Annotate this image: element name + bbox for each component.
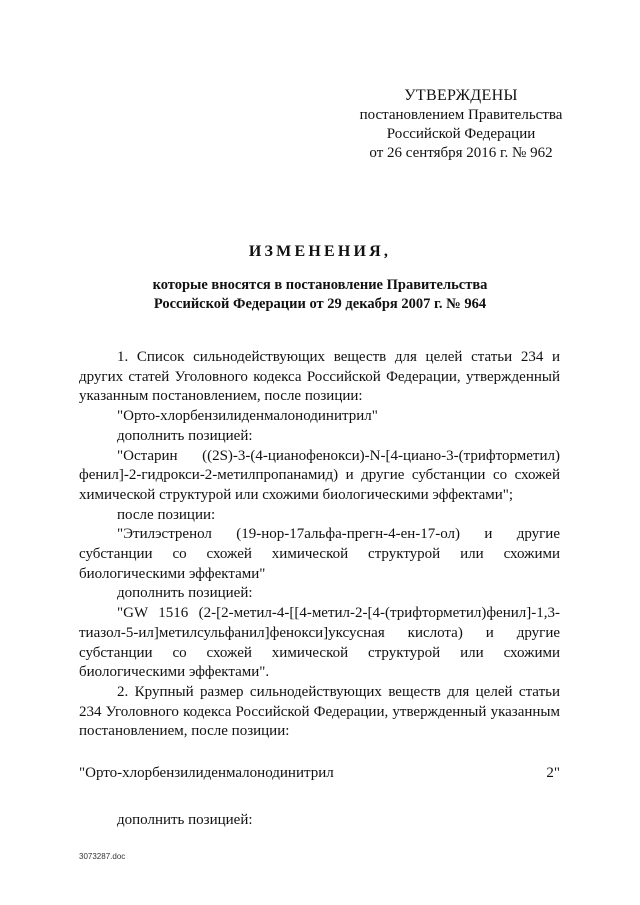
- approval-line-1: постановлением Правительства: [359, 107, 563, 123]
- paragraph-5: после позиции:: [117, 506, 216, 523]
- row-substance: "Орто-хлорбензилиденмалонодинитрил: [79, 765, 334, 782]
- file-code: 3073287.doc: [79, 852, 126, 861]
- paragraph-6: "Этилэстренол (19-нор-17альфа-прегн-4-ен-17-ол) и другие субстанции со схожей химической структурой или схожими биологическими эффектами": [79, 526, 560, 582]
- paragraph-9: 2. Крупный размер сильнодействующих веществ для целей статьи 234 Уголовного кодекса Российской Федерации, утвержденный указанным постановлением, после позиции:: [79, 683, 560, 740]
- document-subtitle: [0, 276, 640, 314]
- paragraph-3: дополнить позицией:: [117, 427, 253, 444]
- approval-line-3: от 26 сентября 2016 г. № 962: [369, 145, 553, 161]
- paragraph-7: дополнить позицией:: [117, 585, 253, 602]
- paragraph-8: "GW 1516 (2-[2-метил-4-[[4-метил-2-[4-(трифторметил)фенил]-1,3-тиазол-5-ил]метилсульфанил]фенокси]уксусная кислота) и другие субстанции со схожей химической структурой или схожими биологическими эффектами".: [79, 605, 560, 681]
- document-body: [79, 348, 560, 830]
- approval-title: УТВЕРЖДЕНЫ: [404, 87, 518, 104]
- approval-block: [330, 86, 592, 163]
- document-title: ИЗМЕНЕНИЯ,: [248, 243, 392, 260]
- table-row: [79, 764, 560, 784]
- row-amount: 2": [546, 765, 560, 782]
- subtitle-line-2: Российской Федерации от 29 декабря 2007 г. № 964: [153, 296, 487, 312]
- approval-line-2: Российской Федерации: [386, 126, 536, 142]
- paragraph-2: "Орто-хлорбензилиденмалонодинитрил": [117, 408, 378, 425]
- paragraph-10: дополнить позицией:: [117, 811, 253, 828]
- paragraph-4: "Остарин ((2S)-3-(4-цианофенокси)-N-[4-циано-3-(трифторметил) фенил]-2-гидрокси-2-метилпропанамид) и другие субстанции со схожей химической структурой или схожими биологическими эффектами";: [79, 447, 560, 503]
- paragraph-1: 1. Список сильнодействующих веществ для целей статьи 234 и других статей Уголовного кодекса Российской Федерации, утвержденный указанным постановлением, после позиции:: [79, 349, 560, 405]
- subtitle-line-1: которые вносятся в постановление Правительства: [152, 277, 488, 293]
